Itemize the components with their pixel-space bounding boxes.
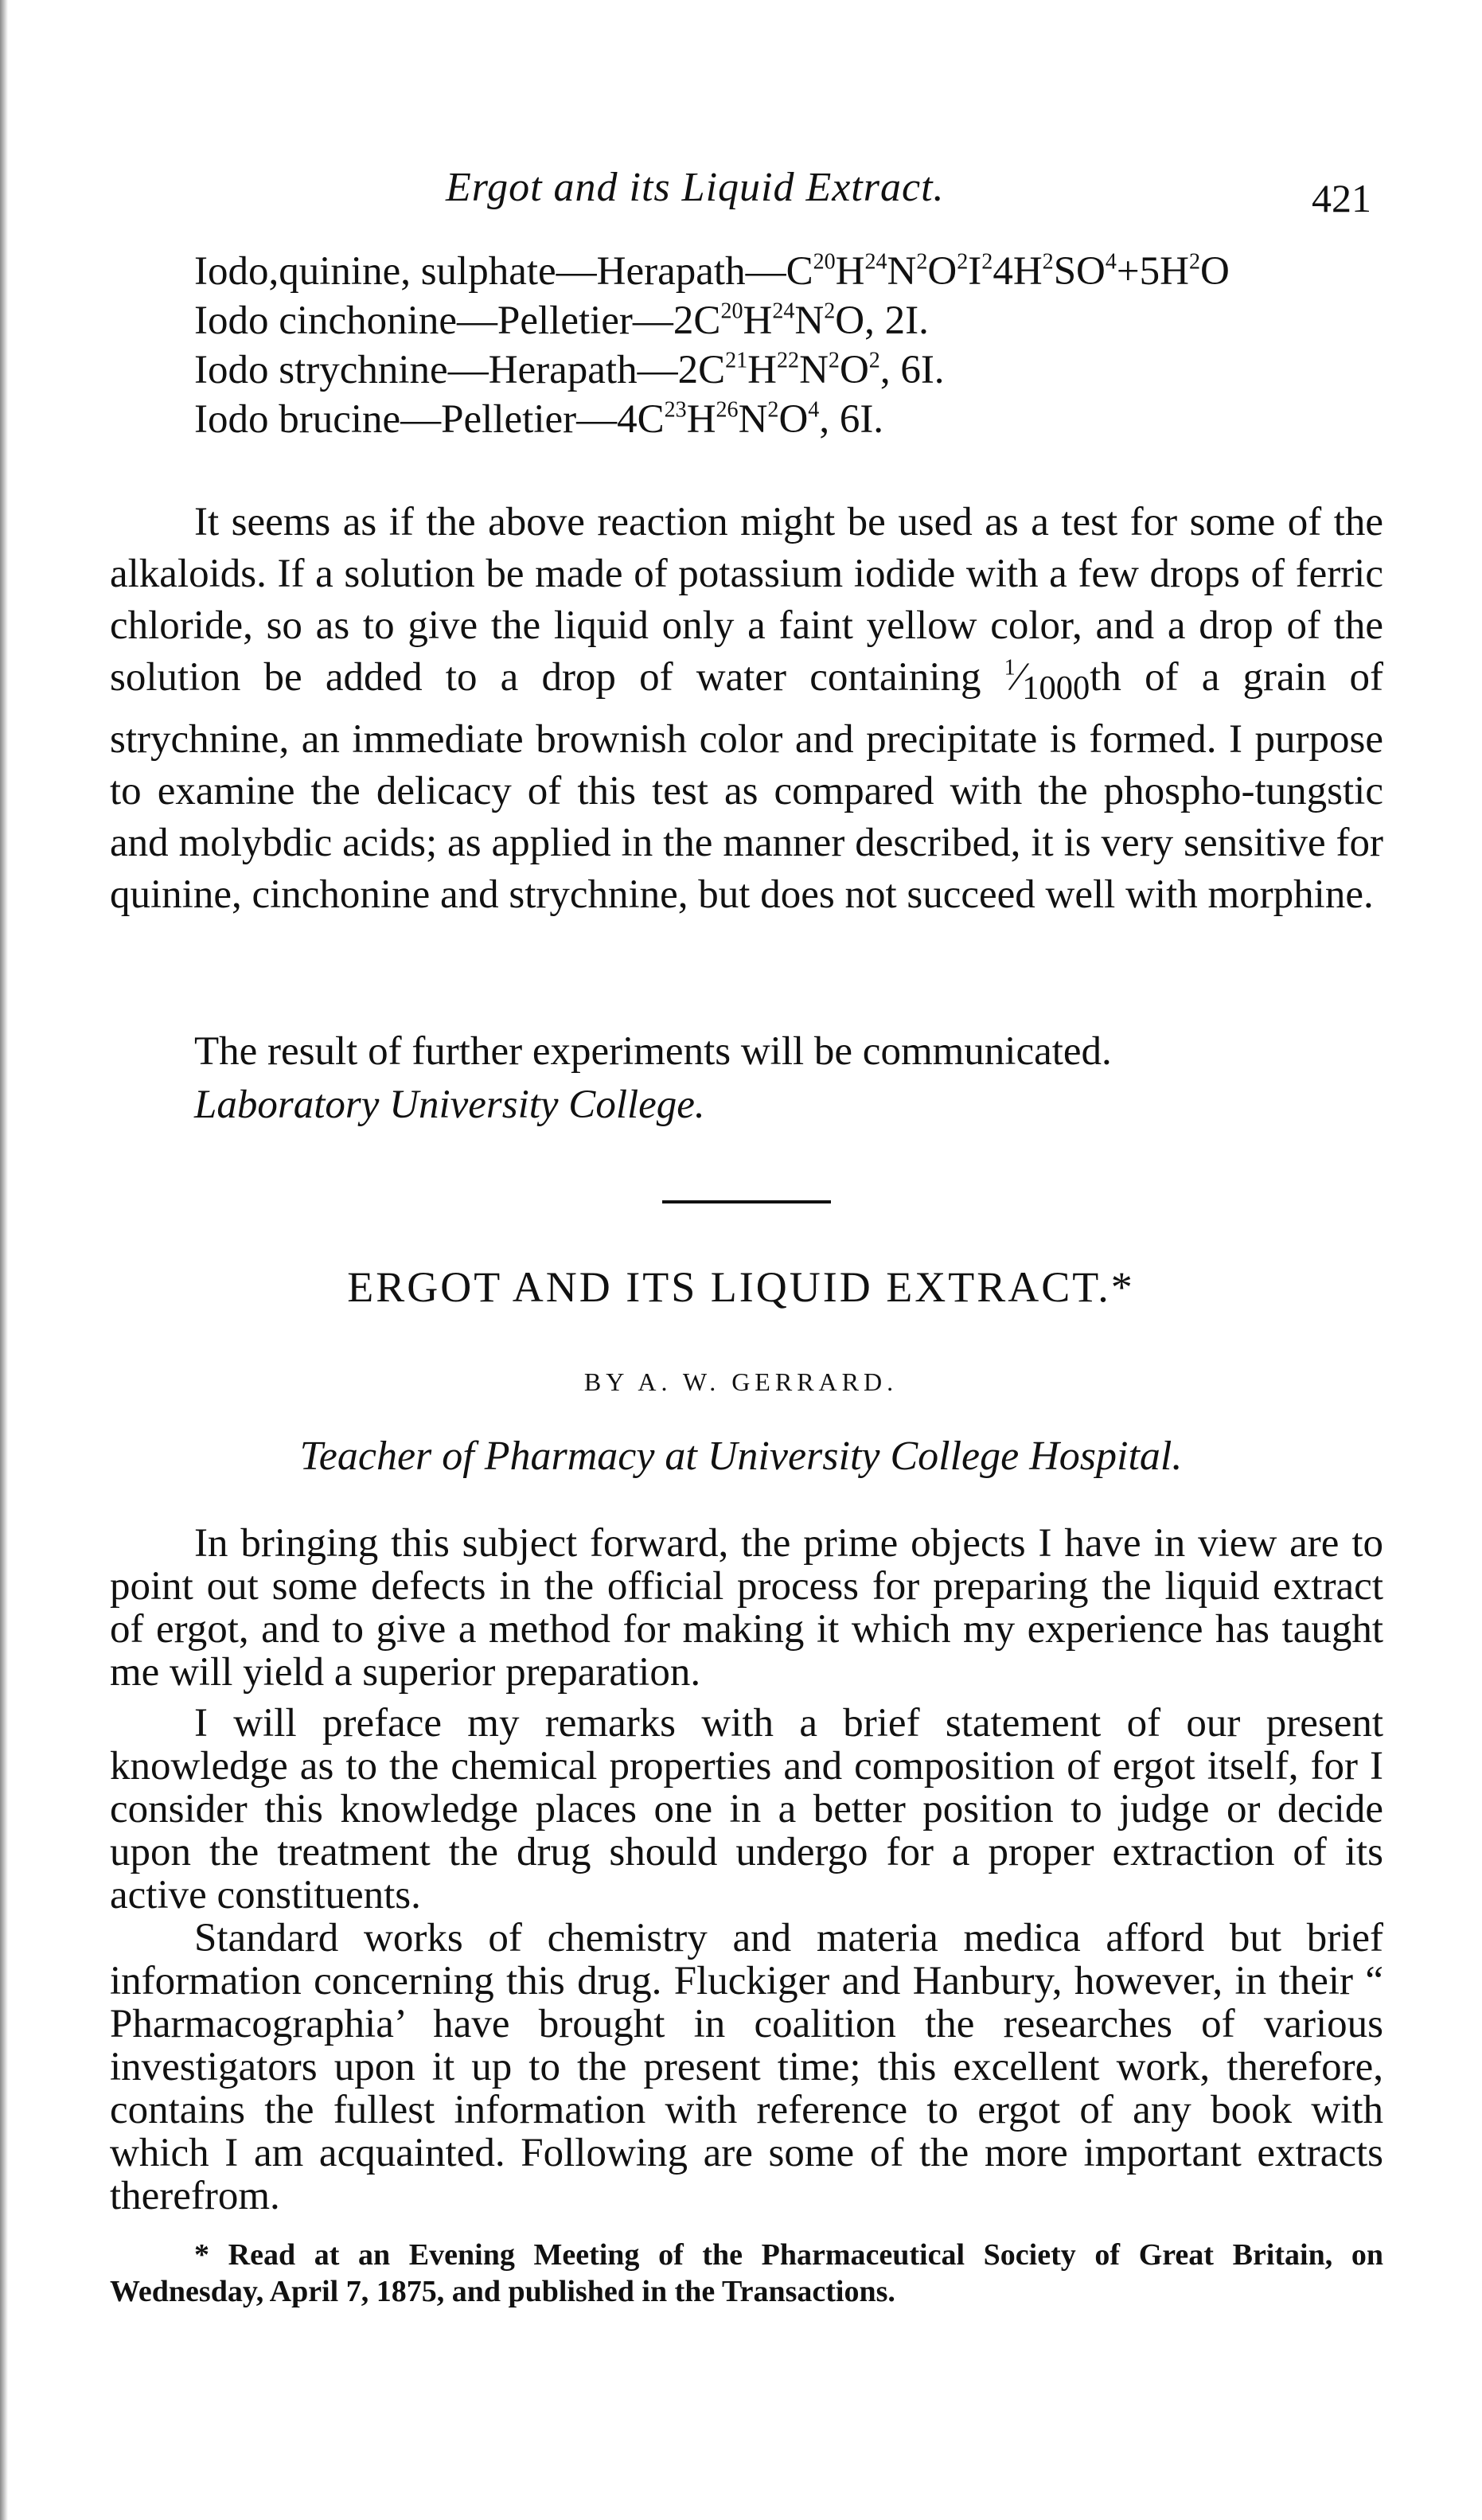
compound-name: Iodo,quinine, sulphate — [194, 249, 556, 294]
article-title: ERGOT AND ITS LIQUID EXTRACT.* — [347, 1263, 1135, 1311]
section-divider — [662, 1200, 831, 1203]
formula-line: Iodo,quinine, $sulphate—Herapath—C^{20}H^{24}N^2O^2I^24H^2SO^4+5H^2O$ — [194, 249, 1230, 294]
compound-author: Pelletier — [497, 298, 633, 343]
compound-author: Herapath — [488, 348, 638, 392]
compound-name: Iodo strychnine — [194, 348, 448, 392]
formula-line: Iodo $cinchonine—Pelletier—2C^{20}H^{24}N^2O$, 2I. — [194, 298, 929, 343]
formula-line: Iodo $strychnine—Herapath—2C^{21}H^{22}N^2O^2$, 6I. — [194, 348, 945, 392]
page-binding-edge — [0, 0, 8, 2520]
closing-statement: The result of further experiments will be communicated. — [194, 1029, 1112, 1074]
running-title: Ergot and its Liquid Extract. — [446, 165, 945, 210]
page-number: 421 — [1312, 176, 1371, 220]
compound-author: Pelletier — [441, 397, 577, 442]
alkaloid-test-paragraph: It seems as if the above reaction might be used as a test for some of the alkaloids. If a solution be made of potassium iodide with a few drops of ferric chloride, so as to give the liquid only a faint yellow color, and a drop of the solution be added to a drop of water containing $^1⁄_{1000}th$ of a grain of strychnine, an immediate brownish color and precipitate is formed. I purpose to examine the delicacy of this test as compared with the phospho-tungstic and molybdic acids; as applied in the manner described, it is very sensitive for quinine, cinchonine and strychnine, but does not succeed well with morphine. — [110, 500, 1384, 918]
chemical-formula: $4C^{23}H^{26}N^2O^4$, 6I. — [617, 397, 884, 442]
chemical-formula: $C^{20}H^{24}N^2O^2I^24H^2SO^4+5H^2O$ — [786, 249, 1230, 294]
chemical-formula: $2C^{20}H^{24}N^2O$, 2I. — [673, 298, 929, 343]
formula-list — [194, 247, 1404, 444]
footnote: * Read at an Evening Meeting of the Pharmaceutical Society of Great Britain, on Wednesday, April 7, 1875, and published in the Transactions. — [110, 2238, 1383, 2308]
article-paragraph: In bringing this subject forward, the prime objects I have in view are to point out some defects in the official process for preparing the liquid extract of ergot, and to give a method for making it which my experience has taught me will yield a superior preparation. — [110, 1521, 1383, 1695]
compound-name: Iodo cinchonine — [194, 298, 457, 343]
compound-author: Herapath — [596, 249, 746, 294]
formula-line: Iodo $brucine—Pelletier—4C^{23}H^{26}N^2O^4$, 6I. — [194, 397, 884, 442]
article-paragraph: Standard works of chemistry and materia medica afford but brief information concerning this drug. Fluckiger and Hanbury, however, in their “ Pharmacographia’ have brought in coalition the researches of various investigators upon it up to the present time; this excellent work, therefore, contains the fullest information with reference to ergot of any book with which I am acquainted. Following are some of the more important extracts therefrom. — [110, 1916, 1383, 2218]
laboratory-signature: Laboratory University College. — [194, 1083, 705, 1127]
author-affiliation: Teacher of Pharmacy at University College Hospital. — [299, 1434, 1183, 1479]
chemical-formula: $2C^{21}H^{22}N^2O^2$, 6I. — [677, 348, 945, 392]
article-byline: BY A. W. GERRARD. — [583, 1367, 899, 1396]
compound-name: Iodo brucine — [194, 397, 401, 442]
article-paragraph: I will preface my remarks with a brief statement of our present knowledge as to the chemical properties and composition of ergot itself, for I consider this knowledge places one in a better position to judge or decide upon the treatment the drug should undergo for a proper extraction of its active constituents. — [110, 1701, 1383, 1917]
